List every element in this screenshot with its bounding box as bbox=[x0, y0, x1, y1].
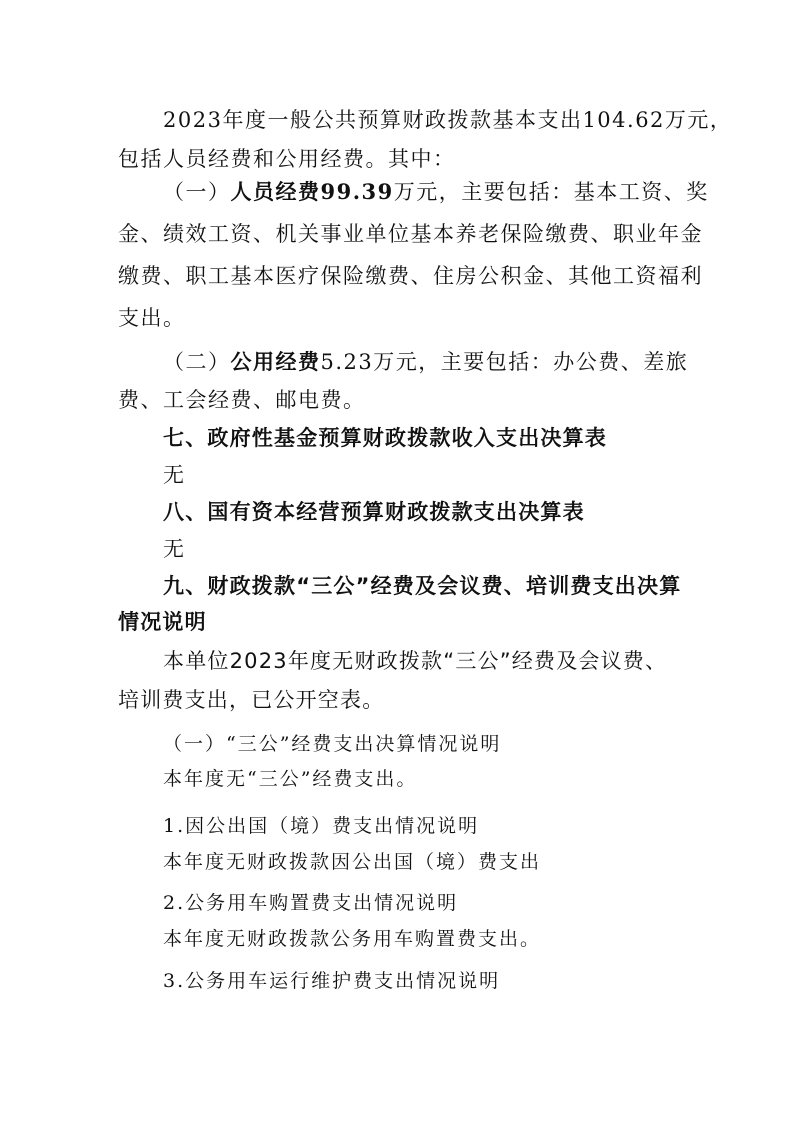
section-heading-7: 七、政府性基金预算财政拨款收入支出决算表 bbox=[163, 426, 607, 450]
paragraph-line: 缴费、职工基本医疗保险缴费、住房公积金、其他工资福利 bbox=[118, 264, 703, 288]
paragraph-line: 本单位2023年度无财政拨款“三公”经费及会议费、 bbox=[163, 649, 668, 673]
item-title: 1.因公出国（境）费支出情况说明 bbox=[163, 815, 480, 837]
list-prefix: （一） bbox=[163, 180, 231, 204]
paragraph-line: 本年度无“三公”经费支出。 bbox=[163, 768, 418, 790]
personnel-expense-label: 人员经费99.39 bbox=[230, 179, 394, 204]
paragraph-line bbox=[163, 348, 688, 376]
paragraph-line bbox=[163, 178, 709, 206]
item-title: 3.公务用车运行维护费支出情况说明 bbox=[163, 970, 501, 992]
section-body: 无 bbox=[163, 537, 186, 561]
paragraph-line: 支出。 bbox=[118, 306, 186, 330]
list-prefix: （二） bbox=[163, 350, 231, 374]
paragraph-line: 金、绩效工资、机关事业单位基本养老保险缴费、职业年金 bbox=[118, 222, 703, 246]
paragraph-text: 万元，主要包括：基本工资、奖 bbox=[393, 180, 709, 204]
section-heading-9: 九、财政拨款“三公”经费及会议费、培训费支出决算 bbox=[163, 574, 682, 598]
paragraph-text: 5.23万元，主要包括：办公费、差旅 bbox=[320, 350, 689, 374]
paragraph-line: 培训费支出，已公开空表。 bbox=[118, 688, 385, 712]
paragraph-line: 本年度无财政拨款公务用车购置费支出。 bbox=[163, 928, 542, 950]
section-heading-9-cont: 情况说明 bbox=[118, 610, 207, 634]
section-body: 无 bbox=[163, 463, 186, 487]
paragraph-line: 本年度无财政拨款因公出国（境）费支出 bbox=[163, 851, 542, 873]
paragraph-line: 包括人员经费和公用经费。其中： bbox=[118, 147, 456, 171]
paragraph-line: 费、工会经费、邮电费。 bbox=[118, 388, 366, 412]
paragraph-line: 2023年度一般公共预算财政拨款基本支出104.62万元， bbox=[163, 108, 733, 132]
section-heading-8: 八、国有资本经营预算财政拨款支出决算表 bbox=[163, 500, 585, 524]
subsection-title: （一）“三公”经费支出决算情况说明 bbox=[163, 733, 502, 755]
public-expense-label: 公用经费 bbox=[230, 349, 321, 374]
item-title: 2.公务用车购置费支出情况说明 bbox=[163, 892, 459, 914]
